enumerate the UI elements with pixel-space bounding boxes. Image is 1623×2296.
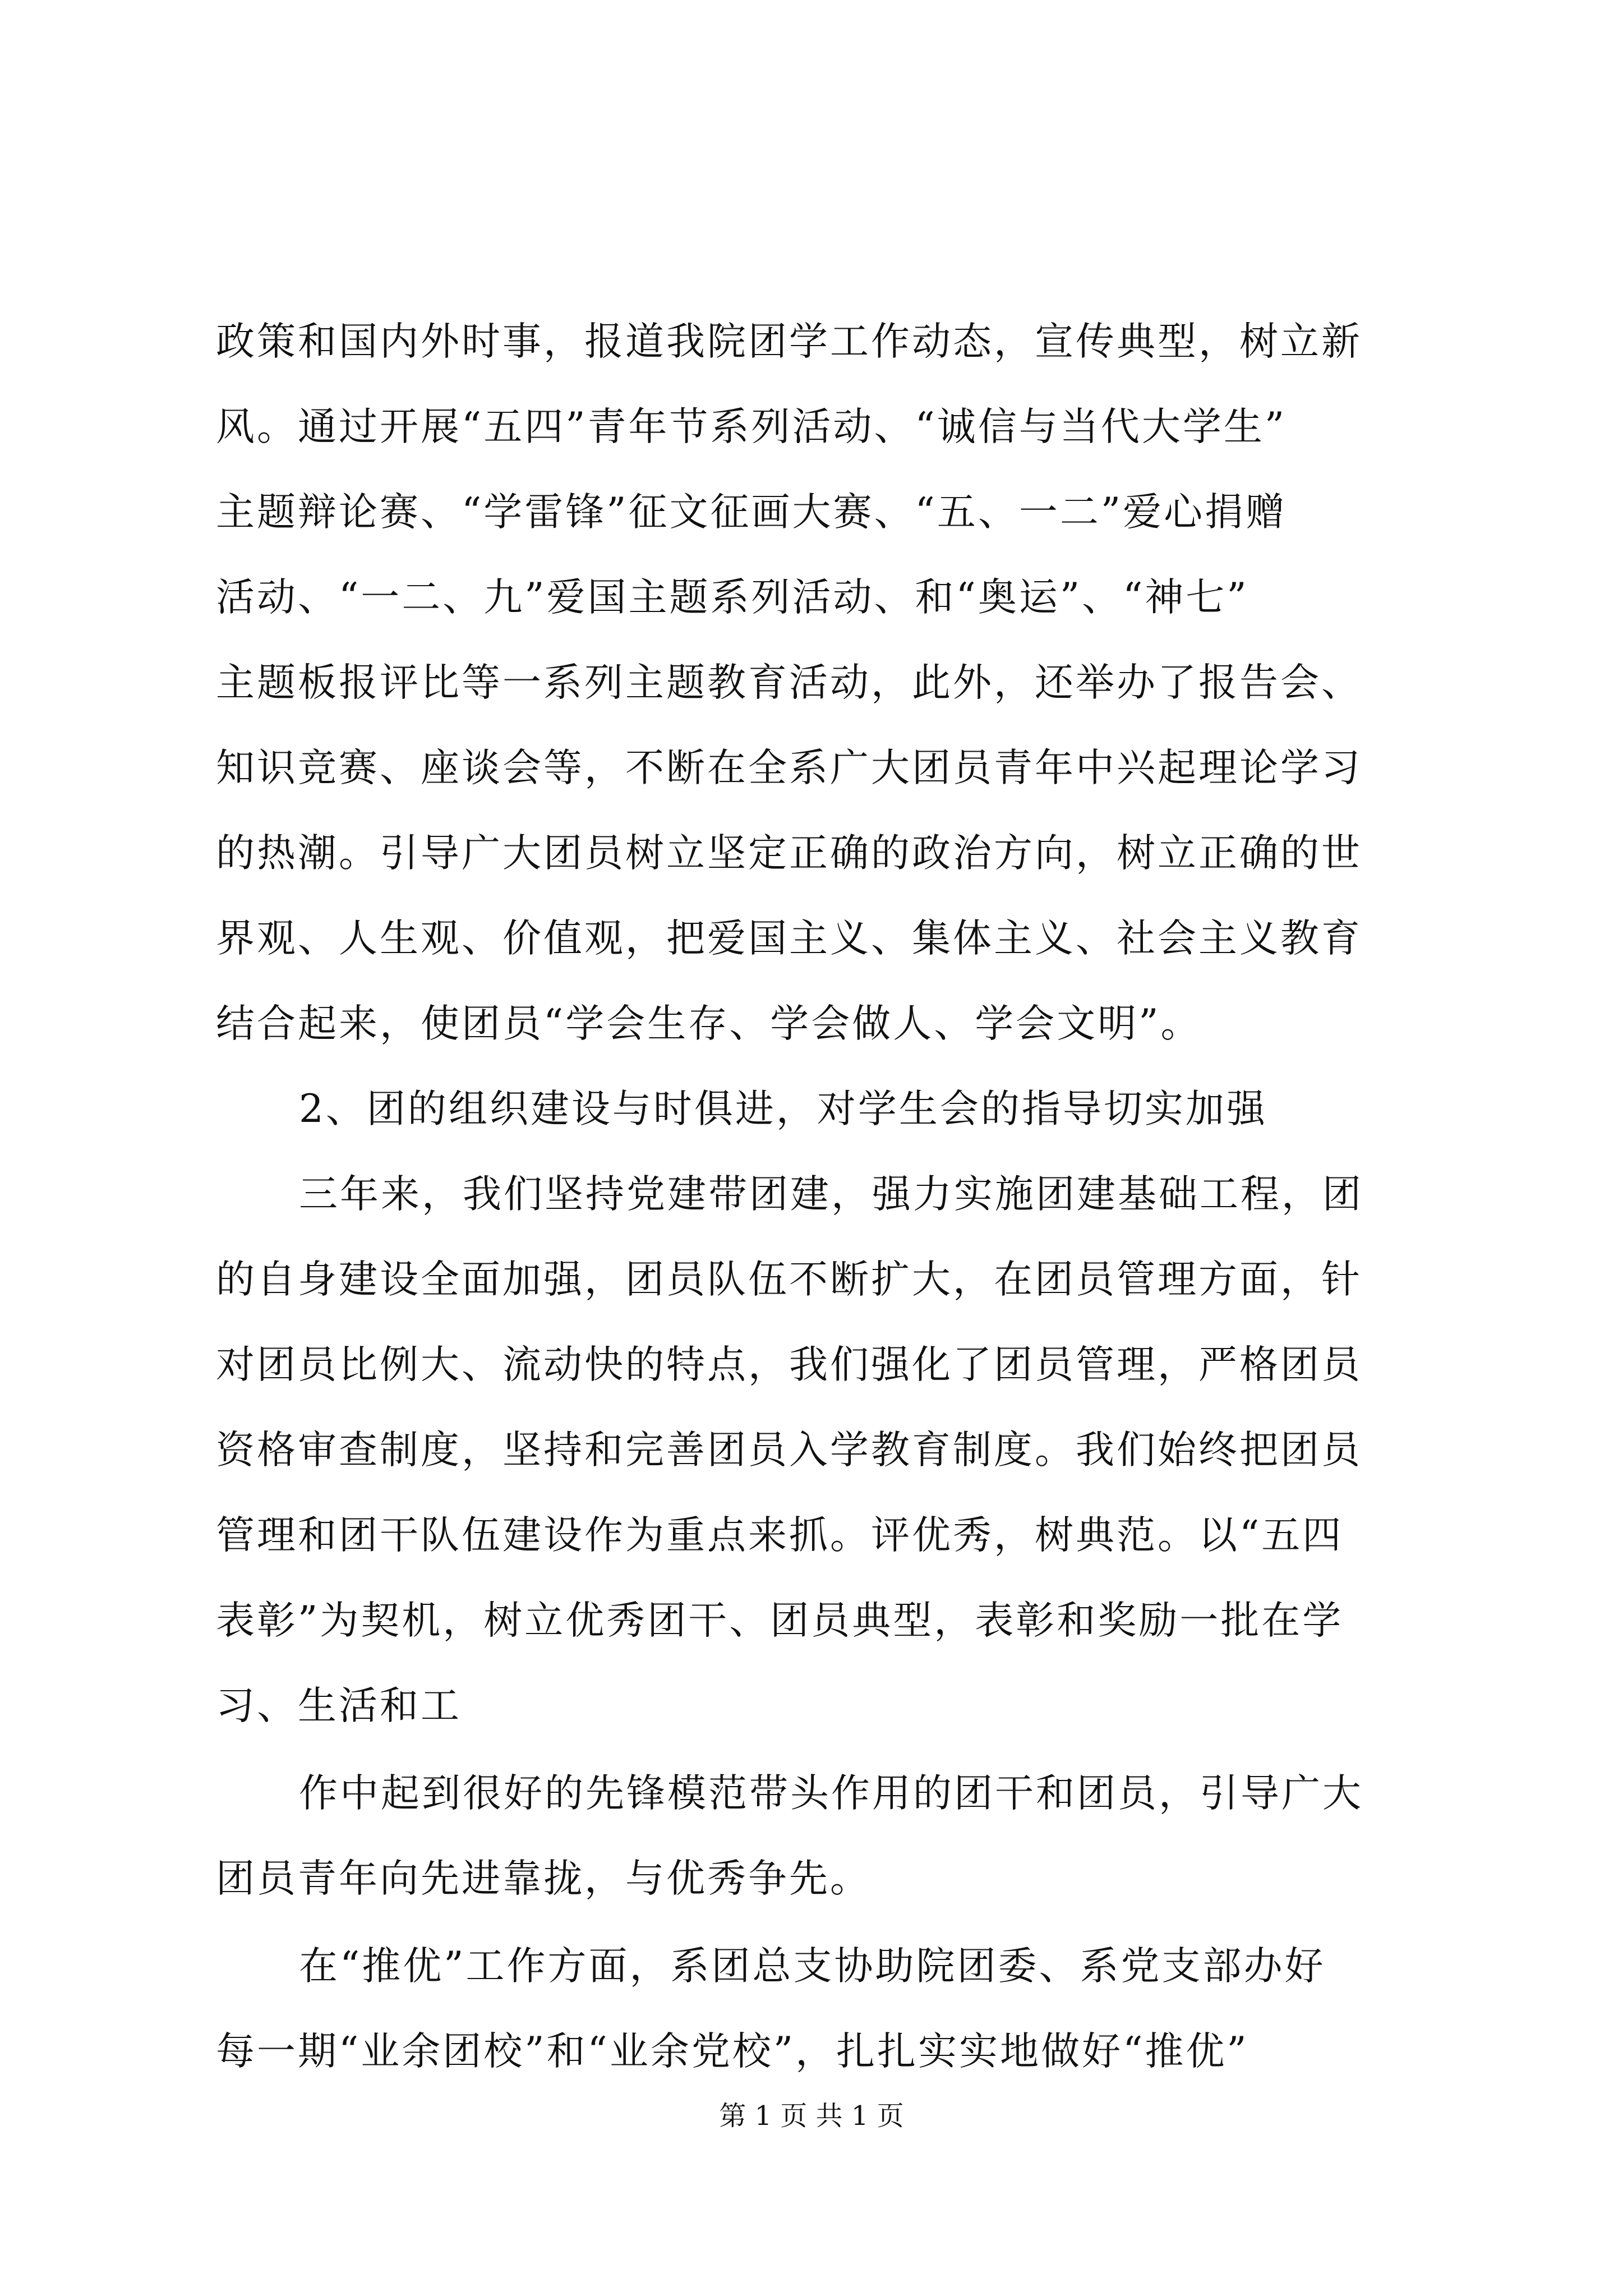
paragraph-line: 主题辩论赛、“学雷锋”征文征画大赛、“五、一二”爱心捐赠 — [216, 490, 1287, 535]
paragraph-line: 的自身建设全面加强，团员队伍不断扩大，在团员管理方面，针 — [216, 1257, 1362, 1302]
paragraph-line: 结合起来，使团员“学会生存、学会做人、学会文明”。 — [216, 1001, 1202, 1046]
paragraph-line: 三年来，我们坚持党建带团建，强力实施团建基础工程，团 — [299, 1172, 1363, 1217]
paragraph-line: 活动、“一二、九”爱国主题系列活动、和“奥运”、“神七” — [216, 575, 1249, 620]
paragraph-line: 政策和国内外时事，报道我院团学工作动态，宣传典型，树立新 — [216, 319, 1362, 364]
paragraph-line: 作中起到很好的先锋模范带头作用的团干和团员，引导广大 — [299, 1771, 1363, 1816]
paragraph-line: 界观、人生观、价值观，把爱国主义、集体主义、社会主义教育 — [216, 916, 1362, 961]
section-heading: 2、团的组织建设与时俱进，对学生会的指导切实加强 — [299, 1087, 1267, 1131]
paragraph-line: 团员青年向先进靠拢，与优秀争先。 — [216, 1856, 871, 1901]
paragraph-line: 资格审查制度，坚持和完善团员入学教育制度。我们始终把团员 — [216, 1428, 1362, 1473]
paragraph-line: 习、生活和工 — [216, 1683, 462, 1728]
paragraph-line: 的热潮。引导广大团员树立坚定正确的政治方向，树立正确的世 — [216, 831, 1362, 876]
paragraph-line: 知识竞赛、座谈会等，不断在全系广大团员青年中兴起理论学习 — [216, 746, 1362, 790]
paragraph-line: 每一期“业余团校”和“业余党校”，扎扎实实地做好“推优” — [216, 2029, 1249, 2074]
paragraph-line: 主题板报评比等一系列主题教育活动，此外，还举办了报告会、 — [216, 660, 1362, 705]
paragraph-line: 对团员比例大、流动快的特点，我们强化了团员管理，严格团员 — [216, 1342, 1362, 1387]
paragraph-line: 风。通过开展“五四”青年节系列活动、“诚信与当代大学生” — [216, 404, 1287, 449]
paragraph-line: 表彰”为契机，树立优秀团干、团员典型，表彰和奖励一批在学 — [216, 1598, 1344, 1643]
paragraph-line: 管理和团干队伍建设作为重点来抓。评优秀，树典范。以“五四 — [216, 1513, 1344, 1558]
page-footer: 第 1 页 共 1 页 — [719, 2100, 904, 2132]
paragraph-line: 在“推优”工作方面，系团总支协助院团委、系党支部办好 — [299, 1944, 1326, 1989]
